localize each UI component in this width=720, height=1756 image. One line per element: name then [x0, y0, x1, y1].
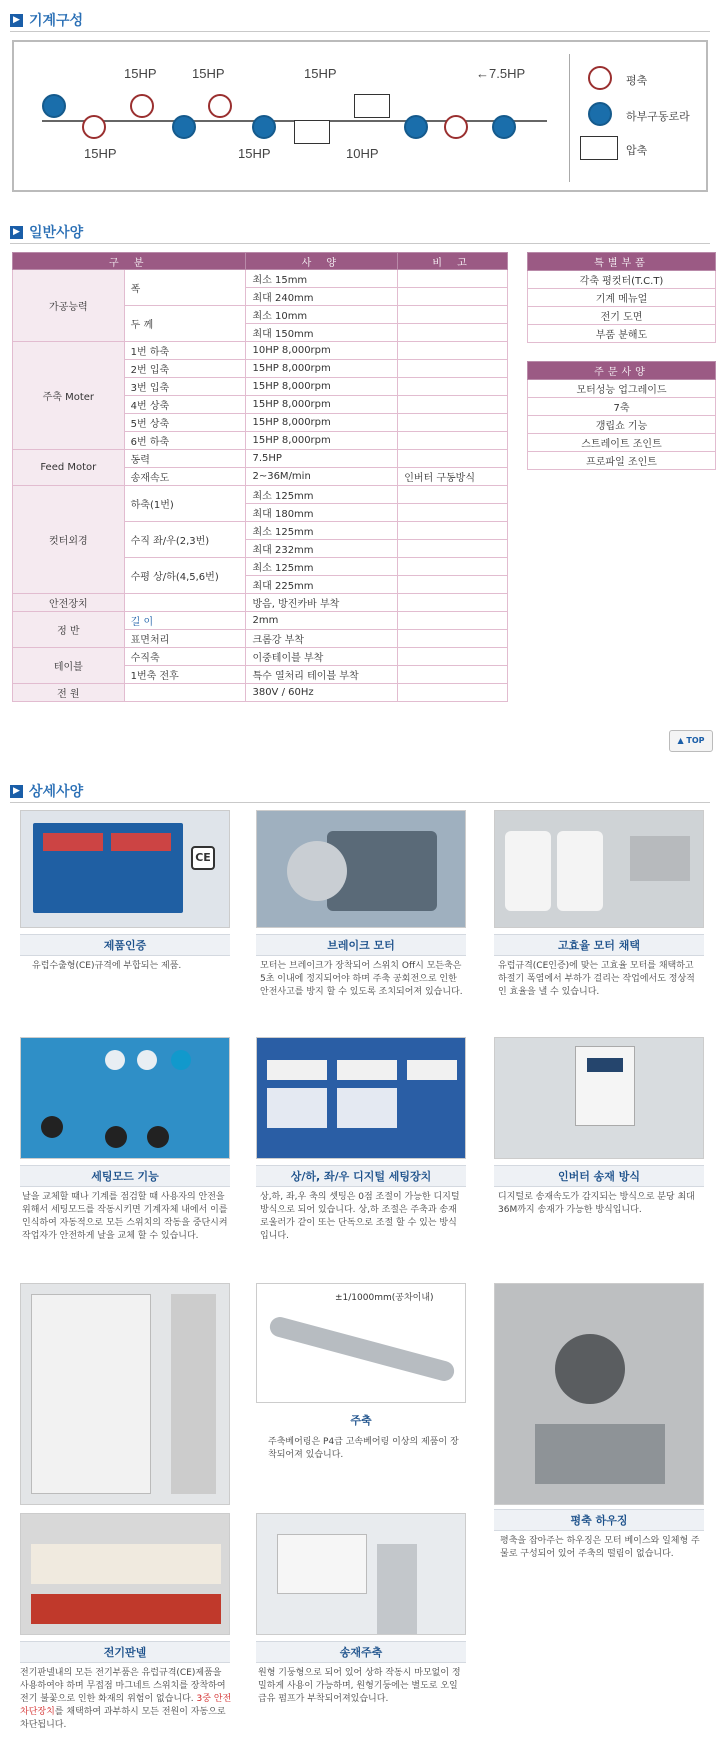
spec-cell: 15HP 8,000rpm [246, 360, 398, 378]
legend-divider [569, 54, 570, 182]
sub-cell: 폭 [124, 270, 246, 306]
note-cell [398, 522, 508, 540]
spec-cell: 최대 180mm [246, 504, 398, 522]
hp-label: 15HP [84, 146, 117, 161]
spec-cell: 15HP 8,000rpm [246, 414, 398, 432]
spindle-photo [256, 1283, 466, 1403]
hp-label: ←7.5HP [476, 66, 526, 81]
note-cell [398, 612, 508, 630]
category-cell: Feed Motor [13, 450, 125, 486]
note-cell [398, 396, 508, 414]
note-cell [398, 414, 508, 432]
note-cell [398, 432, 508, 450]
sub-cell: 하축(1번) [124, 486, 246, 522]
sub-cell: 1번축 전후 [124, 666, 246, 684]
note-cell [398, 306, 508, 324]
detail-desc: 유럽수출형(CE)규격에 부합되는 제품. [32, 961, 182, 971]
note-cell [398, 288, 508, 306]
note-cell [398, 540, 508, 558]
sub-cell: 수직축 [124, 648, 246, 666]
category-cell: 컷터외경 [13, 486, 125, 594]
sub-cell [124, 594, 246, 612]
product-photo [494, 810, 704, 928]
order-spec-item: 갱립쇼 기능 [528, 416, 716, 434]
sub-cell: 동력 [124, 450, 246, 468]
roller-icon [42, 94, 66, 118]
detail-desc: 원형 기둥형으로 되어 있어 상하 작동시 마모없이 정밀하게 사용이 가능하며, 원형기둥에는 별도로 오일 급유 펌프가 부착되어져있습니다. [258, 1668, 461, 1704]
sub-cell: 두 께 [124, 306, 246, 342]
note-cell [398, 630, 508, 648]
divider [10, 802, 710, 803]
legend-label: 평축 [626, 74, 648, 87]
category-cell: 정 반 [13, 612, 125, 648]
hp-label: 15HP [192, 66, 225, 81]
note-cell [398, 342, 508, 360]
section-title-general: ▶ 일반사양 [10, 222, 83, 242]
divider [10, 31, 710, 32]
detail-title: 인버터 송재 방식 [494, 1165, 704, 1187]
spec-cell: 크롬강 부착 [246, 630, 398, 648]
spec-table [12, 252, 508, 702]
spec-cell: 방음, 방진카바 부착 [246, 594, 398, 612]
spec-cell: 최소 10mm [246, 306, 398, 324]
col-header: 구 분 [13, 253, 246, 270]
product-photo [256, 810, 466, 928]
note-cell: 인버터 구동방식 [398, 468, 508, 486]
sub-cell: 4번 상축 [124, 396, 246, 414]
spec-cell: 15HP 8,000rpm [246, 432, 398, 450]
product-photo: CE [20, 810, 230, 928]
pressure-legend-icon [580, 136, 618, 160]
sub-cell: 5번 상축 [124, 414, 246, 432]
detail-desc: 평축을 잡아주는 하우징은 모터 베이스와 일체형 주물로 구성되어 있어 주축의 떨림이 없습니다. [500, 1536, 700, 1559]
spec-cell: 최소 125mm [246, 522, 398, 540]
spec-cell: 특수 열처리 테이블 부착 [246, 666, 398, 684]
sub-cell: 3번 입축 [124, 378, 246, 396]
spec-cell: 10HP 8,000rpm [246, 342, 398, 360]
note-cell [398, 666, 508, 684]
spec-cell: 최대 225mm [246, 576, 398, 594]
category-cell: 안전장치 [13, 594, 125, 612]
spec-cell: 2mm [246, 612, 398, 630]
legend-label: 압축 [626, 144, 648, 157]
note-cell [398, 684, 508, 702]
order-spec-item: 모터성능 업그레이드 [528, 380, 716, 398]
spec-cell: 7.5HP [246, 450, 398, 468]
top-button[interactable]: ▲ TOP [669, 730, 713, 752]
spec-cell: 이중테이블 부착 [246, 648, 398, 666]
roller-legend-icon [588, 102, 612, 126]
detail-title: 상/하, 좌/우 디지털 세팅장치 [256, 1165, 466, 1187]
spec-cell: 15HP 8,000rpm [246, 378, 398, 396]
sub-cell [124, 684, 246, 702]
bullet-icon: ▶ [10, 226, 23, 239]
note-cell [398, 504, 508, 522]
note-cell [398, 648, 508, 666]
note-cell [398, 378, 508, 396]
detail-title: 고효율 모터 채택 [494, 934, 704, 956]
note-cell [398, 486, 508, 504]
roller-icon [252, 115, 276, 139]
note-cell [398, 576, 508, 594]
section-title-detail: ▶ 상세사양 [10, 781, 83, 801]
pressure-icon [354, 94, 390, 118]
spindle-legend-icon [588, 66, 612, 90]
special-parts-table [527, 252, 716, 343]
order-spec-header: 주문사양 [528, 362, 716, 380]
sub-cell: 수평 상/하(4,5,6번) [124, 558, 246, 594]
spindle-icon [444, 115, 468, 139]
spindle-icon [130, 94, 154, 118]
product-photo [494, 1037, 704, 1159]
col-header: 비 고 [398, 253, 508, 270]
col-header: 사 양 [246, 253, 398, 270]
special-part-item: 전기 도면 [528, 307, 716, 325]
order-spec-item: 프로파일 조인트 [528, 452, 716, 470]
category-cell: 가공능력 [13, 270, 125, 342]
detail-desc: 모터는 브레이크가 장착되어 스위치 Off시 모든축은 5초 이내에 정지되어야 하며 주축 공회전으로 인한 안전사고를 방지 할 수 있도록 조치되어져 있습니다. [260, 961, 463, 997]
roller-icon [172, 115, 196, 139]
detail-title: 세팅모드 기능 [20, 1165, 230, 1187]
spindle-icon [82, 115, 106, 139]
detail-title: 브레이크 모터 [256, 934, 466, 956]
note-cell [398, 360, 508, 378]
detail-desc: 디지털로 송재속도가 감지되는 방식으로 분당 최대36M까지 송재가 가능한 방식입니다. [498, 1192, 695, 1215]
housing-photo [494, 1283, 704, 1505]
spec-cell: 최소 125mm [246, 558, 398, 576]
detail-title: 전기판넬 [20, 1641, 230, 1663]
sub-cell: 1번 하축 [124, 342, 246, 360]
category-cell: 주축 Moter [13, 342, 125, 450]
spindle-icon [208, 94, 232, 118]
section-title-machine: ▶ 기계구성 [10, 10, 83, 30]
detail-desc: 주축베어링은 P4급 고속베어링 이상의 제품이 장착되어져 있습니다. [268, 1437, 459, 1460]
hp-label: 15HP [304, 66, 337, 81]
product-photo [256, 1037, 466, 1159]
category-cell: 테이블 [13, 648, 125, 684]
note-cell [398, 450, 508, 468]
note-cell [398, 594, 508, 612]
legend-label: 하부구동로라 [626, 110, 690, 123]
detail-desc: 상,하, 좌,우 축의 셋팅은 0점 조절이 가능한 디지털 방식으로 되어 있습니다. 상,하 조절은 주축과 송재 로울러가 같이 또는 단독으로 조절 할 수 있는 방식입니다. [260, 1192, 460, 1241]
special-parts-header: 특별부품 [528, 253, 716, 271]
detail-title: 제품인증 [20, 934, 230, 956]
note-cell [398, 324, 508, 342]
spec-cell: 최소 15mm [246, 270, 398, 288]
machine-diagram [12, 40, 708, 192]
sub-cell: 길 이 [124, 612, 246, 630]
divider [10, 243, 710, 244]
note-cell [398, 558, 508, 576]
roller-icon [492, 115, 516, 139]
detail-title: 평축 하우징 [494, 1509, 704, 1531]
detail-title: 송재주축 [256, 1641, 466, 1663]
tolerance-label: ±1/1000mm(공차이내) [335, 1293, 434, 1303]
spec-cell: 최대 240mm [246, 288, 398, 306]
sub-cell: 송재속도 [124, 468, 246, 486]
electrical-panel-photo [20, 1283, 230, 1505]
detail-desc: 날을 교체할 때나 기계를 점검할 때 사용자의 안전을 위해서 세팅모드를 작동시키면 기계자체 내에서 이를 인식하여 자동적으로 모든 스위치의 작동을 중단시켜 작업자가 안전하게 날을 교체 할 수 있습니다. [22, 1192, 228, 1241]
sub-cell: 수직 좌/우(2,3번) [124, 522, 246, 558]
special-part-item: 기계 메뉴얼 [528, 289, 716, 307]
bullet-icon: ▶ [10, 785, 23, 798]
spec-cell: 최대 232mm [246, 540, 398, 558]
feed-spindle-photo [256, 1513, 466, 1635]
spec-cell: 15HP 8,000rpm [246, 396, 398, 414]
special-part-item: 부품 분해도 [528, 325, 716, 343]
spec-cell: 2~36M/min [246, 468, 398, 486]
product-photo [20, 1037, 230, 1159]
order-spec-item: 7축 [528, 398, 716, 416]
sub-cell: 2번 입축 [124, 360, 246, 378]
hp-label: 10HP [346, 146, 379, 161]
bullet-icon: ▶ [10, 14, 23, 27]
special-part-item: 각축 평컷터(T.C.T) [528, 271, 716, 289]
pressure-icon [294, 120, 330, 144]
order-spec-item: 스트레이트 조인트 [528, 434, 716, 452]
spec-cell: 최소 125mm [246, 486, 398, 504]
detail-title: 주축 [256, 1410, 466, 1432]
spec-cell: 최대 150mm [246, 324, 398, 342]
order-spec-table [527, 361, 716, 470]
spec-cell: 380V / 60Hz [246, 684, 398, 702]
detail-desc: 전기판넬내의 모든 전기부품은 유럽규격(CE)제품을 사용하여야 하며 무접점 마그네트 스위치를 장착하여 전기 불꽃으로 인한 화재의 위험이 없습니다. 3중 안전차단장치를 채택하여 과부하시 모든 전원이 자동으로 차단됩니다. [20, 1668, 232, 1730]
sub-cell: 표면처리 [124, 630, 246, 648]
detail-desc: 유럽규격(CE인증)에 맞는 고효율 모터를 채택하고 하절기 폭염에서 부하가 걸리는 작업에서도 정상적인 효율을 낼 수 있습니다. [498, 961, 695, 997]
hp-label: 15HP [124, 66, 157, 81]
hp-label: 15HP [238, 146, 271, 161]
contactor-photo [20, 1513, 230, 1635]
roller-icon [404, 115, 428, 139]
sub-cell: 6번 하축 [124, 432, 246, 450]
category-cell: 전 원 [13, 684, 125, 702]
note-cell [398, 270, 508, 288]
